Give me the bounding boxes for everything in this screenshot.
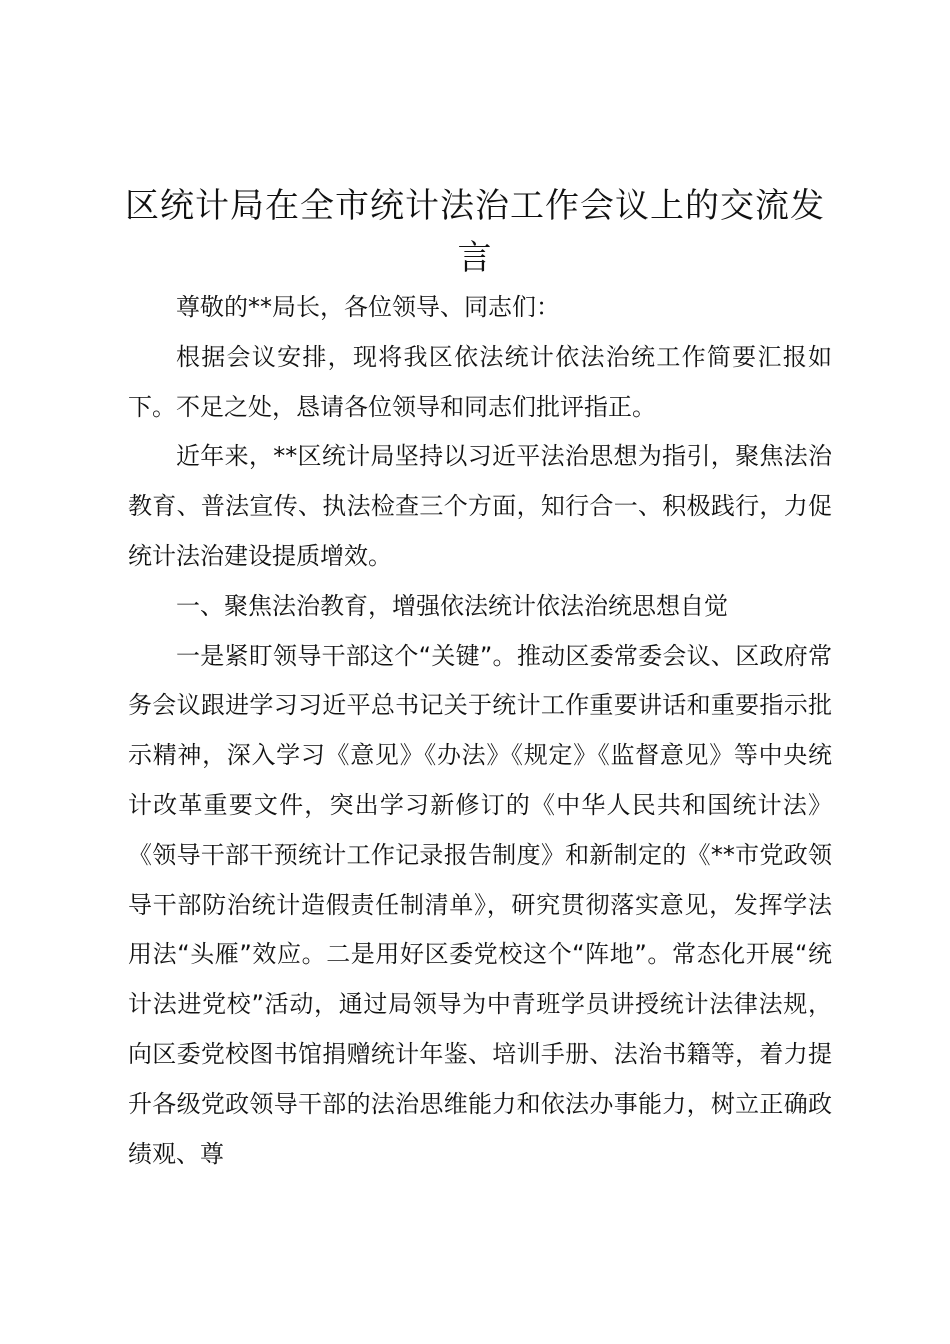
intro-paragraph: 根据会议安排，现将我区依法统计依法治统工作简要汇报如下。不足之处，恳请各位领导和同志们批评指正。: [128, 342, 832, 421]
salutation-paragraph: 尊敬的**局长，各位领导、同志们：: [176, 293, 560, 321]
document-body: [128, 283, 832, 1179]
document-title: 区统计局在全市统计法治工作会议上的交流发言: [125, 186, 825, 278]
section-body-paragraph: 一是紧盯领导干部这个“关键”。推动区委常委会议、区政府常务会议跟进学习习近平总书记关于统计工作重要讲话和重要指示批示精神，深入学习《意见》《办法》《规定》《监督意见》等中央统计改革重要文件，突出学习新修订的《中华人民共和国统计法》《领导干部干预统计工作记录报告制度》和新制定的《**市党政领导干部防治统计造假责任制清单》，研究贯彻落实意见，发挥学法用法“头雁”效应。二是用好区委党校这个“阵地”。常态化开展“统计法进党校”活动，通过局领导为中青班学员讲授统计法律法规，向区委党校图书馆捐赠统计年鉴、培训手册、法治书籍等，着力提升各级党政领导干部的法治思维能力和依法办事能力，树立正确政绩观、尊: [128, 641, 832, 1168]
section-heading: 一、聚焦法治教育，增强依法统计依法治统思想自觉: [176, 591, 728, 620]
overview-paragraph: 近年来，**区统计局坚持以习近平法治思想为指引，聚焦法治教育、普法宣传、执法检查三个方面，知行合一、积极践行，力促统计法治建设提质增效。: [128, 442, 832, 570]
